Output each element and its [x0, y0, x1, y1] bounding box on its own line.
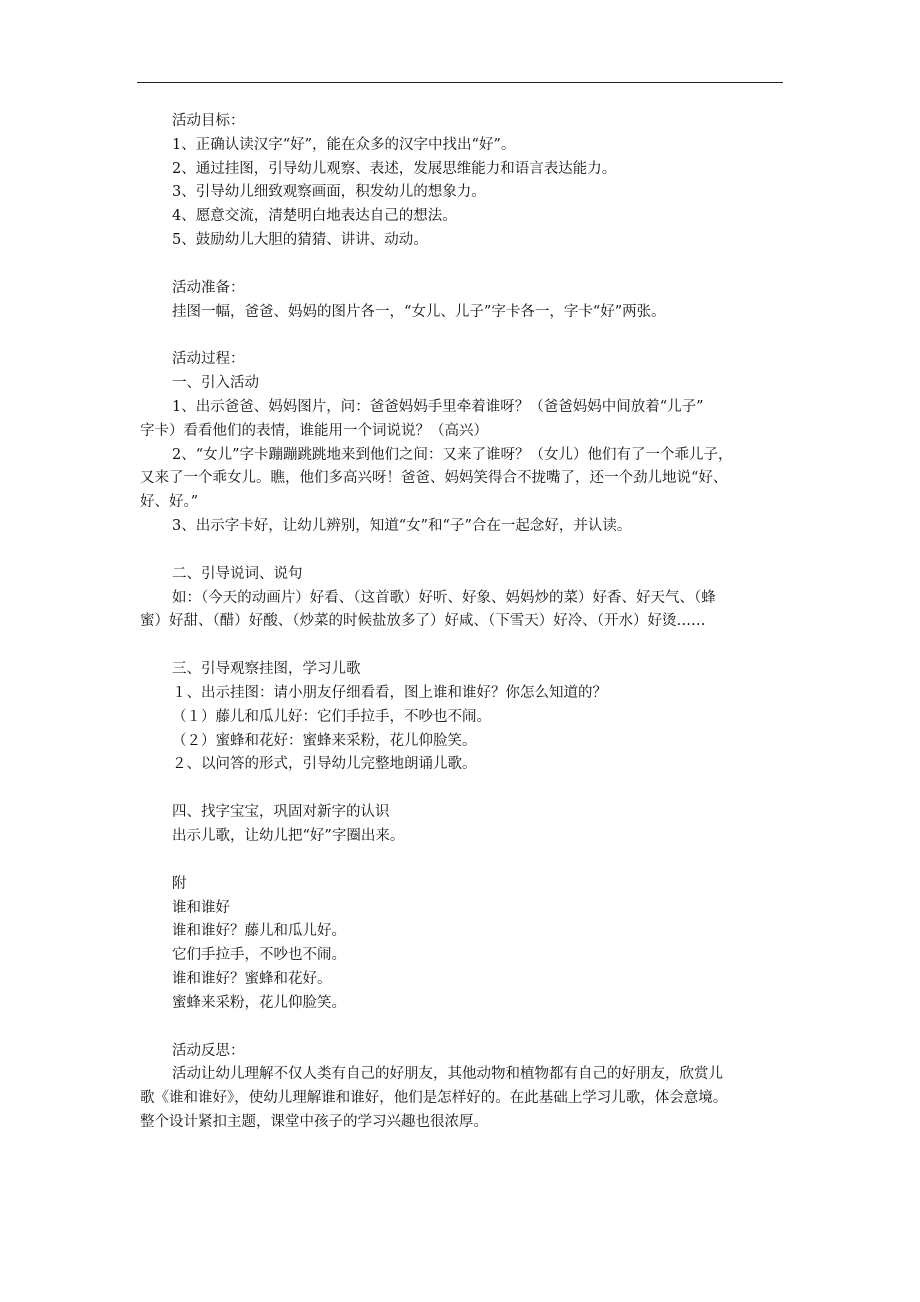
part1-item-continuation: 字卡）看看他们的表情，谁能用一个词说说？（高兴） — [140, 422, 488, 439]
poem-line: 谁和谁好？蜜蜂和花好。 — [172, 970, 332, 987]
part1-item: 2、“女儿”字卡蹦蹦跳跳地来到他们之间：又来了谁呀？（女儿）他们有了一个乖儿子， — [172, 446, 733, 463]
process-section — [140, 348, 790, 848]
reflection-text-continuation: 歌《谁和谁好》，使幼儿理解谁和谁好，他们是怎样好的。在此基础上学习儿歌，体会意境。 — [140, 1090, 728, 1107]
spacer — [140, 849, 790, 873]
spacer — [140, 324, 790, 348]
spacer — [140, 539, 790, 563]
part4-text: 出示儿歌，让幼儿把“好”字圈出来。 — [172, 827, 405, 844]
part3-item: １、出示挂图：请小朋友仔细看看，图上谁和谁好？你怎么知道的？ — [172, 684, 607, 701]
part1-title: 一、引入活动 — [172, 375, 259, 392]
goal-item: 4、愿意交流，清楚明白地表达自己的想法。 — [172, 208, 457, 225]
part1-item-continuation: 又来了一个乖女儿。瞧，他们多高兴呀！爸爸、妈妈笑得合不拢嘴了，还一个劲儿地说“好、 — [140, 470, 728, 487]
reflection-section — [140, 1040, 790, 1135]
spacer — [140, 634, 790, 658]
part1-item: 1、出示爸爸、妈妈图片，问：爸爸妈妈手里牵着谁呀？（爸爸妈妈中间放着“儿子” — [172, 398, 704, 415]
part2-text: 如：（今天的动画片）好看、（这首歌）好听、好象、妈妈炒的菜）好香、好天气、（蜂 — [172, 589, 716, 606]
part2-title: 二、引导说词、说句 — [172, 565, 303, 582]
part3-item: ２、以问答的形式，引导幼儿完整地朗诵儿歌。 — [172, 756, 477, 773]
poem-title: 谁和谁好 — [172, 899, 230, 916]
poem-line: 蜜蜂来采粉，花儿仰脸笑。 — [172, 994, 346, 1011]
spacer — [140, 777, 790, 801]
goal-item: 3、引导幼儿细致观察画面，积发幼儿的想象力。 — [172, 184, 486, 201]
process-heading: 活动过程： — [172, 351, 245, 368]
prep-heading: 活动准备： — [172, 279, 245, 296]
prep-text: 挂图一幅，爸爸、妈妈的图片各一，“女儿、儿子”字卡各一，字卡“好”两张。 — [172, 303, 666, 320]
part4-title: 四、找字宝宝，巩固对新字的认识 — [172, 804, 390, 821]
part3-subitem: （２）蜜蜂和花好：蜜蜂来采粉，花儿仰脸笑。 — [172, 732, 477, 749]
goal-item: 2、通过挂图，引导幼儿观察、表述，发展思维能力和语言表达能力。 — [172, 160, 617, 177]
goal-item: 5、鼓励幼儿大胆的猜猜、讲讲、动动。 — [172, 231, 428, 248]
appendix-section — [140, 873, 790, 1016]
poem-line: 谁和谁好？藤儿和瓜儿好。 — [172, 923, 346, 940]
prep-section — [140, 277, 790, 325]
spacer — [140, 253, 790, 277]
appendix-label: 附 — [172, 875, 187, 892]
part3-subitem: （１）藤儿和瓜儿好：它们手拉手，不吵也不闹。 — [172, 708, 491, 725]
header-rule — [137, 82, 783, 83]
reflection-text-continuation: 整个设计紧扣主题，课堂中孩子的学习兴趣也很浓厚。 — [140, 1113, 488, 1130]
poem-line: 它们手拉手，不吵也不闹。 — [172, 947, 346, 964]
goal-item: 1、正确认读汉字“好”，能在众多的汉字中找出“好”。 — [172, 136, 516, 153]
reflection-text: 活动让幼儿理解不仅人类有自己的好朋友，其他动物和植物都有自己的好朋友，欣赏儿 — [172, 1066, 723, 1083]
spacer — [140, 1016, 790, 1040]
part1-item-continuation: 好、好。” — [140, 494, 199, 511]
part2-text-continuation: 蜜）好甜、（醋）好酸、（炒菜的时候盐放多了）好咸、（下雪天）好冷、（开水）好烫…… — [140, 613, 706, 630]
reflection-heading: 活动反思： — [172, 1042, 245, 1059]
goals-section — [140, 110, 790, 253]
lesson-plan-body — [140, 110, 790, 1135]
goals-heading: 活动目标： — [172, 113, 245, 129]
part3-title: 三、引导观察挂图，学习儿歌 — [172, 661, 361, 678]
part1-item: 3、出示字卡好，让幼儿辨别，知道“女”和“子”合在一起念好，并认读。 — [172, 517, 632, 534]
